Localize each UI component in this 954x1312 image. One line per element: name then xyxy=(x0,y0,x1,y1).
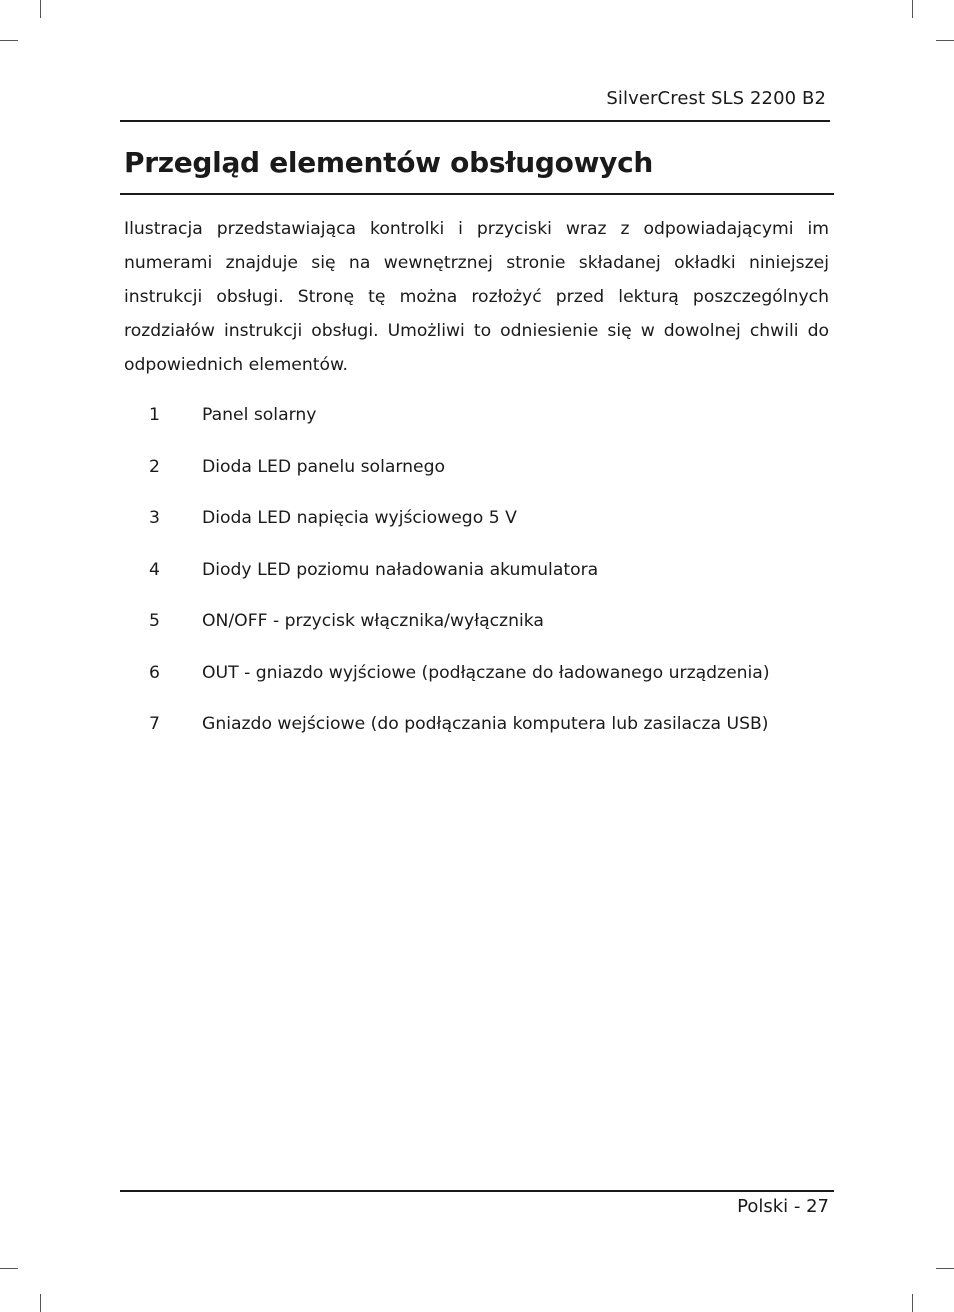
item-text: OUT - gniazdo wyjściowe (podłączane do ładowanego urządzenia) xyxy=(202,662,770,683)
page-number: Polski - 27 xyxy=(737,1196,829,1217)
crop-mark xyxy=(912,1294,913,1312)
item-text: Diody LED poziomu naładowania akumulatora xyxy=(202,559,599,580)
crop-mark xyxy=(936,40,954,41)
crop-mark xyxy=(40,0,41,18)
crop-mark xyxy=(936,1268,954,1269)
item-number: 7 xyxy=(149,714,160,734)
item-text: Gniazdo wejściowe (do podłączania komputera lub zasilacza USB) xyxy=(202,714,769,734)
page-header-product: SilverCrest SLS 2200 B2 xyxy=(606,88,826,109)
list-item xyxy=(124,656,805,690)
crop-mark xyxy=(40,1294,41,1312)
item-number: 1 xyxy=(149,405,160,425)
item-number: 3 xyxy=(149,508,160,528)
list-item xyxy=(124,450,805,484)
intro-paragraph: Ilustracja przedstawiająca kontrolki i przyciski wraz z odpowiadającymi im numerami znajduje się na wewnętrznej stronie składanej okładki niniejszej instrukcji obsługi. Stronę tę można rozłożyć przed lekturą poszczególnych rozdziałów instrukcji obsługi. Umożliwi to odniesienie się w dowolnej chwili do odpowiednich elementów. xyxy=(124,219,829,375)
list-item xyxy=(124,604,805,638)
list-item xyxy=(124,707,805,741)
crop-mark xyxy=(0,40,18,41)
controls-list xyxy=(124,398,805,759)
title-rule xyxy=(120,193,834,195)
item-number: 6 xyxy=(149,662,160,683)
item-text: Dioda LED napięcia wyjściowego 5 V xyxy=(202,508,517,528)
item-text: Dioda LED panelu solarnego xyxy=(202,456,446,477)
item-text: Panel solarny xyxy=(202,405,317,425)
item-text: ON/OFF - przycisk włącznika/wyłącznika xyxy=(202,611,544,631)
item-number: 4 xyxy=(149,559,160,580)
list-item xyxy=(124,501,805,535)
footer-rule xyxy=(120,1190,834,1192)
crop-mark xyxy=(912,0,913,18)
list-item xyxy=(124,398,805,432)
item-number: 2 xyxy=(149,456,160,477)
header-rule xyxy=(120,120,830,122)
list-item xyxy=(124,553,805,587)
page-title: Przegląd elementów obsługowych xyxy=(124,146,654,179)
crop-mark xyxy=(0,1268,18,1269)
item-number: 5 xyxy=(149,611,160,631)
